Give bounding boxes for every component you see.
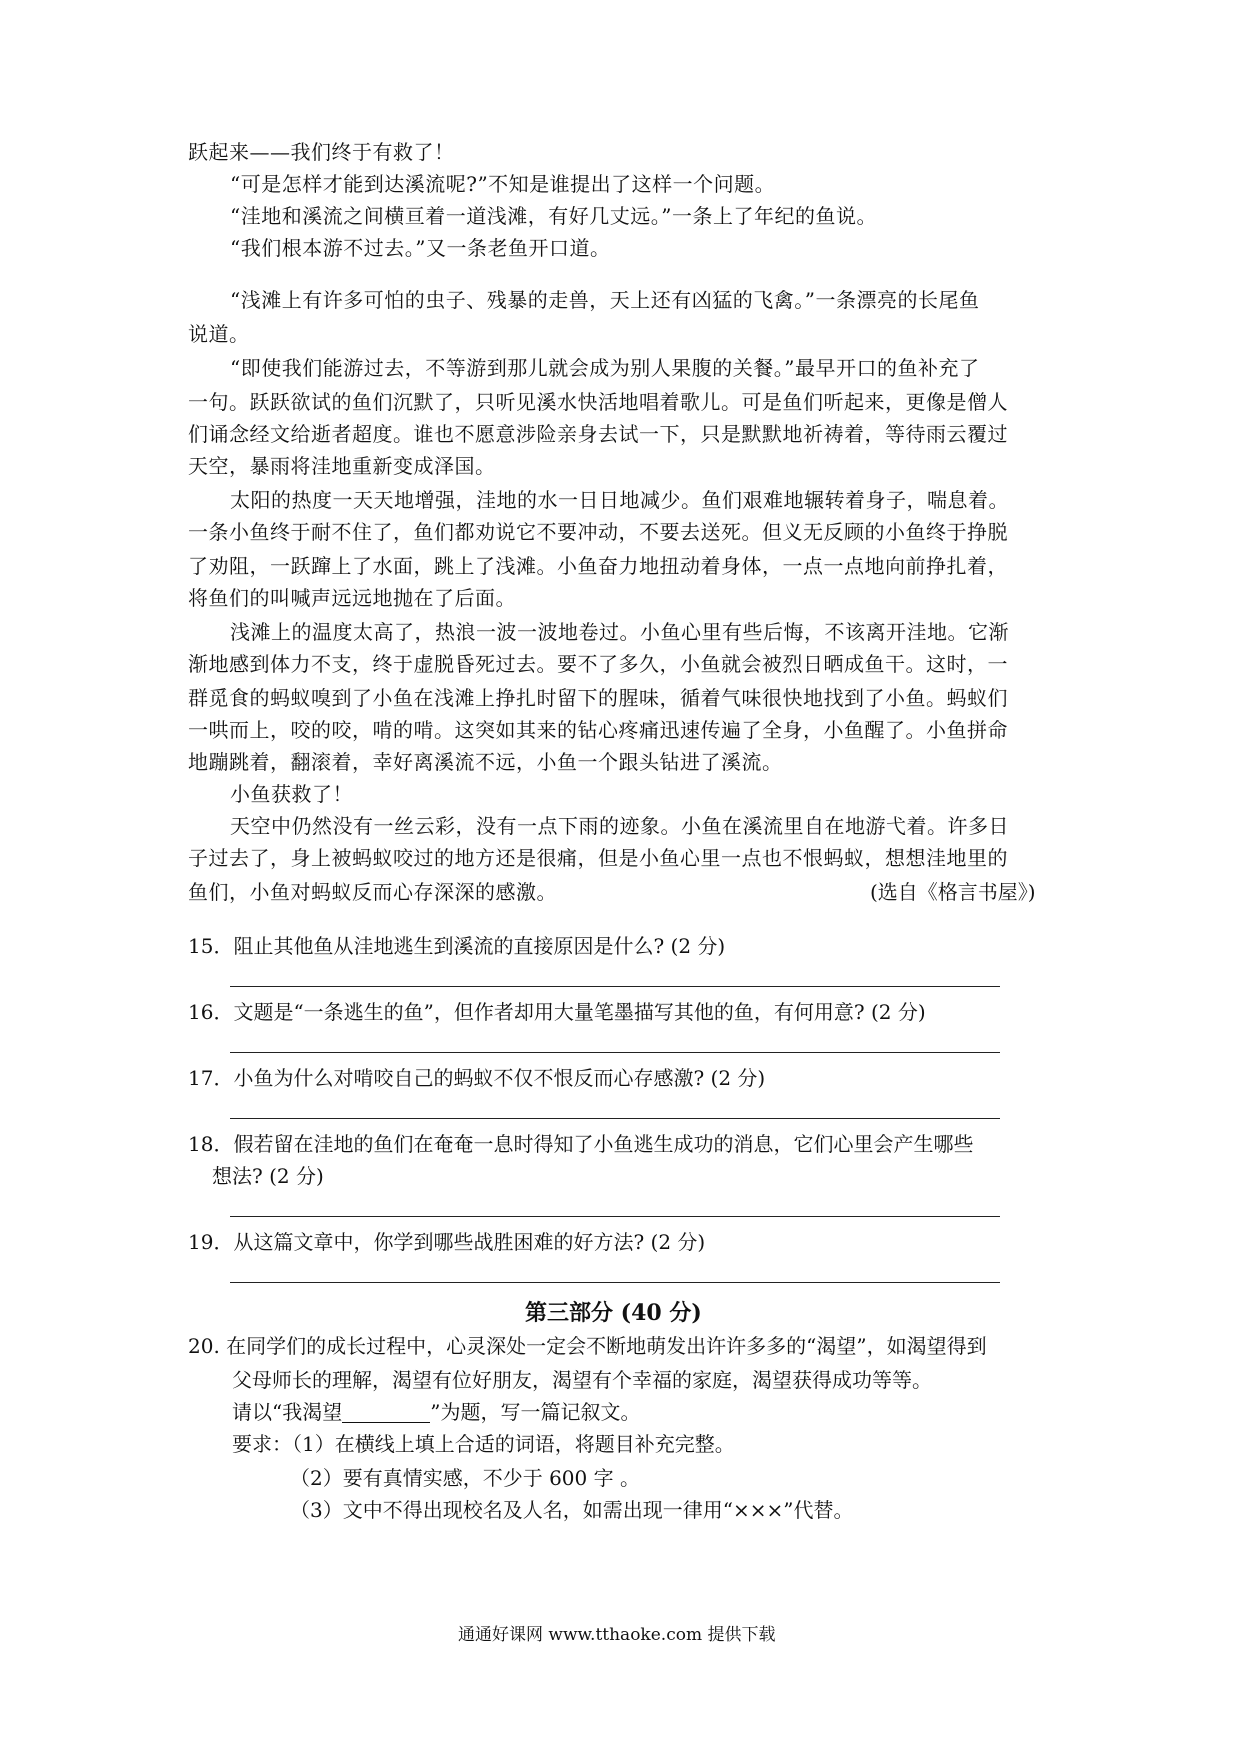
question-19: 19．从这篇文章中，你学到哪些战胜困难的好方法? (2 分) bbox=[188, 1230, 706, 1254]
essay-prompt-before: 请以“我渴望 bbox=[232, 1400, 343, 1424]
passage-line: “洼地和溪流之间横亘着一道浅滩，有好几丈远。”一条上了年纪的鱼说。 bbox=[230, 204, 877, 228]
passage-line: 了劝阻，一跃蹿上了水面，跳上了浅滩。小鱼奋力地扭动着身体，一点一点地向前挣扎着， bbox=[188, 554, 1008, 578]
passage-line: 一条小鱼终于耐不住了，鱼们都劝说它不要冲动，不要去送死。但义无反顾的小鱼终于挣脱 bbox=[188, 520, 1008, 544]
passage-line: 小鱼获救了！ bbox=[230, 782, 353, 806]
answer-line[interactable] bbox=[230, 1118, 1000, 1119]
passage-line: “我们根本游不过去。”又一条老鱼开口道。 bbox=[230, 236, 611, 260]
answer-line[interactable] bbox=[230, 1216, 1000, 1217]
passage-line: 子过去了，身上被蚂蚁咬过的地方还是很痛，但是小鱼心里一点也不恨蚂蚁，想想洼地里的 bbox=[188, 846, 1008, 870]
essay-requirement: （2）要有真情实感，不少于 600 字 。 bbox=[290, 1466, 640, 1490]
passage-line: “浅滩上有许多可怕的虫子、残暴的走兽，天上还有凶猛的飞禽。”一条漂亮的长尾鱼 bbox=[230, 288, 980, 312]
passage-line: 将鱼们的叫喊声远远地抛在了后面。 bbox=[188, 586, 516, 610]
essay-prompt bbox=[232, 1396, 640, 1428]
answer-line[interactable] bbox=[230, 1282, 1000, 1283]
passage-line: 天空中仍然没有一丝云彩，没有一点下雨的迹象。小鱼在溪流里自在地游弋着。许多日 bbox=[230, 814, 1009, 838]
essay-question: 20. 在同学们的成长过程中，心灵深处一定会不断地萌发出许许多多的“渴望”，如渴望得到 bbox=[188, 1334, 987, 1358]
question-15: 15．阻止其他鱼从洼地逃生到溪流的直接原因是什么? (2 分) bbox=[188, 934, 726, 958]
question-16: 16．文题是“一条逃生的鱼”，但作者却用大量笔墨描写其他的鱼，有何用意? (2 分) bbox=[188, 1000, 926, 1024]
passage-line: 天空，暴雨将洼地重新变成泽国。 bbox=[188, 454, 496, 478]
passage-line: 一哄而上，咬的咬，啃的啃。这突如其来的钻心疼痛迅速传遍了全身，小鱼醒了。小鱼拼命 bbox=[188, 718, 1008, 742]
passage-line: 跃起来——我们终于有救了！ bbox=[188, 140, 455, 164]
passage-line: 一句。跃跃欲试的鱼们沉默了，只听见溪水快活地唱着歌儿。可是鱼们听起来，更像是僧人 bbox=[188, 390, 1008, 414]
passage-line: 群觅食的蚂蚁嗅到了小鱼在浅滩上挣扎时留下的腥味，循着气味很快地找到了小鱼。蚂蚁们 bbox=[188, 686, 1008, 710]
passage-source: (选自《格言书屋》) bbox=[870, 880, 1036, 904]
question-18-cont: 想法? (2 分) bbox=[212, 1164, 324, 1188]
essay-question-cont: 父母师长的理解，渴望有位好朋友，渴望有个幸福的家庭，渴望获得成功等等。 bbox=[232, 1368, 932, 1392]
passage-line: 地蹦跳着，翻滚着，幸好离溪流不远，小鱼一个跟头钻进了溪流。 bbox=[188, 750, 783, 774]
answer-line[interactable] bbox=[230, 986, 1000, 987]
question-17: 17．小鱼为什么对啃咬自己的蚂蚁不仅不恨反而心存感激? (2 分) bbox=[188, 1066, 766, 1090]
footer-credit: 通通好课网 www.tthaoke.com 提供下载 bbox=[458, 1625, 776, 1645]
section-title: 第三部分 (40 分) bbox=[525, 1300, 702, 1326]
passage-line: 太阳的热度一天天地增强，洼地的水一日日地减少。鱼们艰难地辗转着身子，喘息着。 bbox=[230, 488, 1009, 512]
passage-line: 渐地感到体力不支，终于虚脱昏死过去。要不了多久，小鱼就会被烈日晒成鱼干。这时，一 bbox=[188, 652, 1008, 676]
passage-line: 们诵念经文给逝者超度。谁也不愿意涉险亲身去试一下，只是默默地祈祷着，等待雨云覆过 bbox=[188, 422, 1008, 446]
answer-line[interactable] bbox=[230, 1052, 1000, 1053]
essay-prompt-after: ”为题，写一篇记叙文。 bbox=[430, 1400, 641, 1424]
passage-line: 浅滩上的温度太高了，热浪一波一波地卷过。小鱼心里有些后悔，不该离开洼地。它渐 bbox=[230, 620, 1009, 644]
essay-requirement: 要求：（1）在横线上填上合适的词语，将题目补充完整。 bbox=[232, 1432, 735, 1456]
passage-line: 鱼们，小鱼对蚂蚁反而心存深深的感激。 bbox=[188, 880, 557, 904]
passage-line: “即使我们能游过去，不等游到那儿就会成为别人果腹的关餐。”最早开口的鱼补充了 bbox=[230, 356, 980, 380]
title-blank[interactable] bbox=[342, 1400, 430, 1423]
essay-requirement: （3）文中不得出现校名及人名，如需出现一律用“×××”代替。 bbox=[290, 1498, 854, 1522]
question-18: 18．假若留在洼地的鱼们在奄奄一息时得知了小鱼逃生成功的消息，它们心里会产生哪些 bbox=[188, 1132, 974, 1156]
passage-line: 说道。 bbox=[188, 322, 250, 346]
passage-line: “可是怎样才能到达溪流呢?”不知是谁提出了这样一个问题。 bbox=[230, 172, 776, 196]
